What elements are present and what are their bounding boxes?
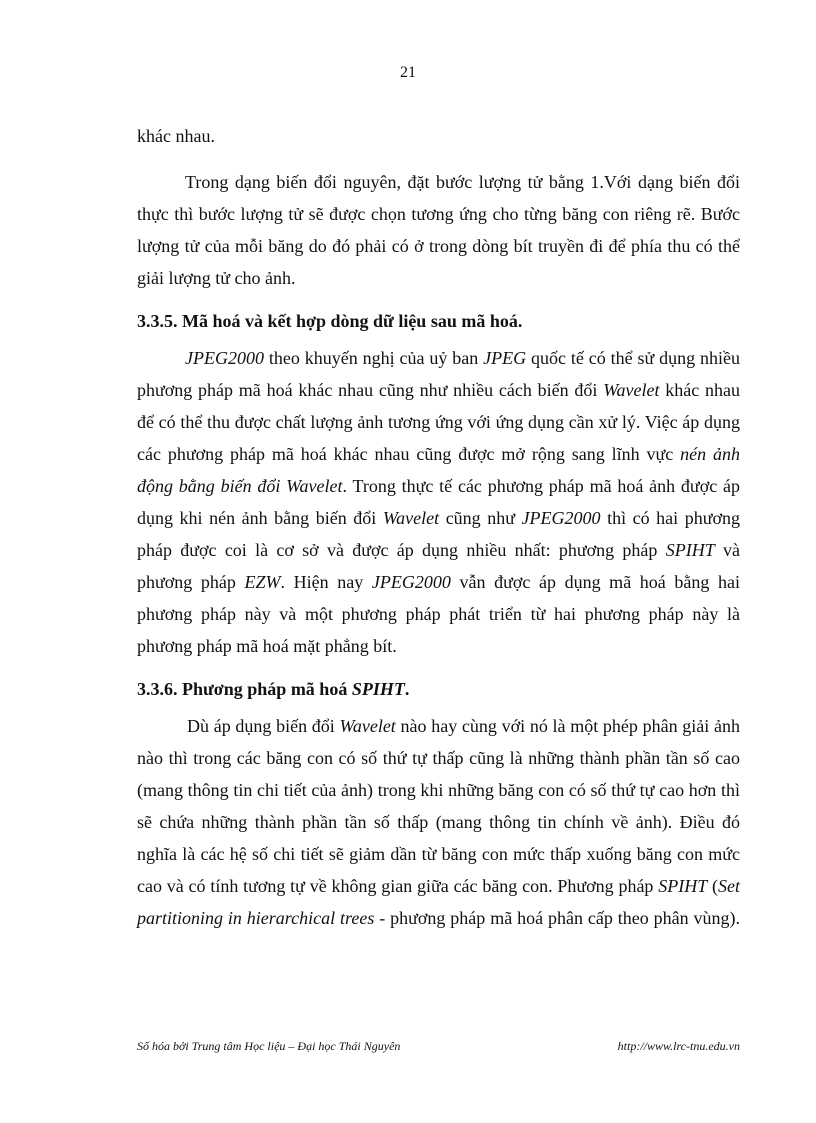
text-run: và phương pháp — [137, 540, 740, 592]
paragraph-spiht — [137, 710, 740, 934]
section-heading-3-3-6 — [137, 676, 740, 702]
term-spiht: SPIHT — [351, 679, 405, 699]
section-heading-3-3-5: 3.3.5. Mã hoá và kết hợp dòng dữ liệu sau mã hoá. — [137, 311, 523, 331]
paragraph-jpeg2000 — [137, 342, 740, 662]
term-motion-compression: nén ảnh động bằng biến đổi Wavelet — [137, 444, 741, 496]
heading-text: 3.3.6. Phương pháp mã hoá — [137, 679, 352, 699]
term-wavelet: Wavelet — [382, 508, 440, 528]
term-wavelet: Wavelet — [339, 716, 396, 736]
footer-url: http://www.lrc-tnu.edu.vn — [617, 1039, 740, 1053]
page-footer — [137, 1039, 740, 1054]
text-run: vẫn được áp dụng mã hoá bằng hai phương pháp này và một phương pháp phát triển từ hai phương pháp này là phương pháp mã hoá mặt phẳng bít. — [137, 572, 741, 656]
term-spiht: SPIHT — [665, 540, 715, 560]
term-spiht: SPIHT — [658, 876, 708, 896]
text-run: nào hay cùng với nó là một phép phân giải ảnh nào thì trong các băng con có số thứ tự thấp cũng là những thành phần tần số cao (mang thông tin chi tiết của ảnh) trong khi những băng con có số thứ tự cao hơn thì sẽ chứa những thành phần tần số thấp (mang thông tin chính về ảnh). Điều đó nghĩa là các hệ số chi tiết sẽ giảm dần từ băng con mức thấp xuống băng con mức cao và có tính tương tự về không gian giữa các băng con. Phương pháp — [137, 716, 740, 896]
term-jpeg2000: JPEG2000 — [521, 508, 601, 528]
document-body — [137, 120, 740, 934]
term-wavelet: Wavelet — [603, 380, 660, 400]
text-run: ( — [707, 876, 718, 896]
text-run: - phương pháp mã hoá phân cấp theo phân vùng). — [374, 908, 740, 928]
term-jpeg: JPEG — [483, 348, 527, 368]
term-jpeg2000: JPEG2000 — [371, 572, 451, 592]
footer-source: Số hóa bởi Trung tâm Học liệu – Đại học Thái Nguyên — [137, 1039, 401, 1053]
text-run: cũng như — [439, 508, 522, 528]
text-run: quốc tế có thể sử dụng nhiều phương pháp mã hoá khác nhau cũng như nhiều cách biến đổi — [137, 348, 740, 400]
heading-text: . — [404, 679, 410, 699]
term-jpeg2000: JPEG2000 — [185, 348, 264, 368]
text-run: khác nhau để có thể thu được chất lượng ảnh tương ứng với ứng dụng cần xử lý. Việc áp dụng các phương pháp mã hoá khác nhau cũng được mở rộng sang lĩnh vực — [137, 380, 741, 464]
term-set-partitioning: Set partitioning in hierarchical trees — [137, 876, 740, 928]
text-run: . Trong thực tế các phương pháp mã hoá ảnh được áp dụng khi nén ảnh bằng biến đổi — [137, 476, 740, 528]
paragraph-quantization: Trong dạng biến đổi nguyên, đặt bước lượng tử bằng 1.Với dạng biến đổi thực thì bước lượng tử sẽ được chọn tương ứng cho từng băng con riêng rẽ. Bước lượng tử của mỗi băng do đó phải có ở trong dòng bít truyền đi để phía thu có thể giải lượng tử cho ảnh. — [137, 172, 740, 288]
text-run: thì có hai phương pháp được coi là cơ sở và được áp dụng nhiều nhất: phương pháp — [137, 508, 740, 560]
text-run: theo khuyến nghị của uỷ ban — [263, 348, 484, 368]
page-number: 21 — [400, 64, 416, 81]
text-run: . Hiện nay — [280, 572, 372, 592]
term-ezw: EZW — [244, 572, 281, 592]
paragraph-continuation: khác nhau. — [137, 126, 215, 146]
text-run: Dù áp dụng biến đổi — [187, 716, 340, 736]
